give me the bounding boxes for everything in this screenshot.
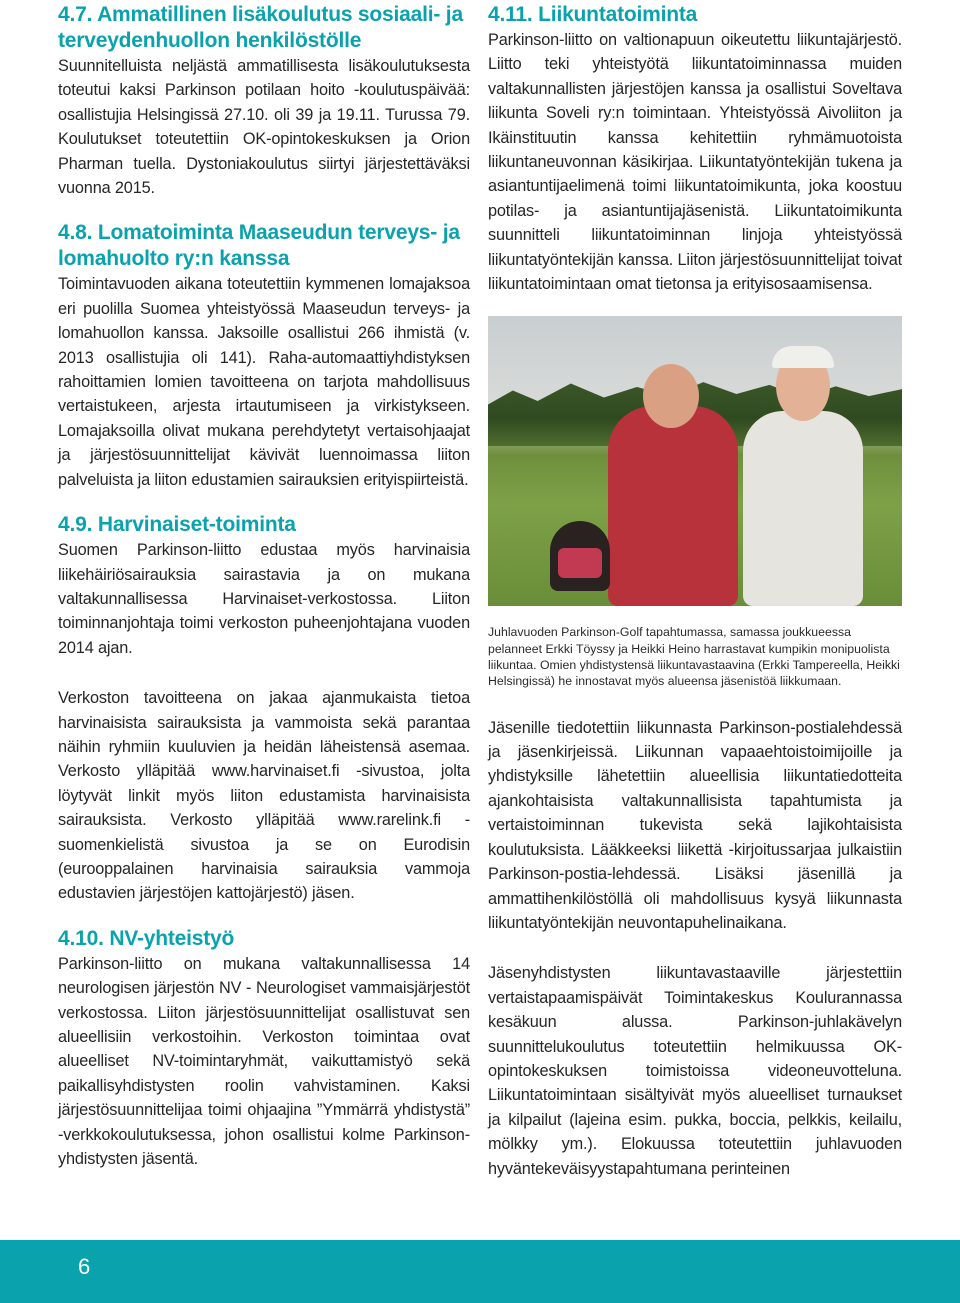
photo-caption: Juhlavuoden Parkinson-Golf tapahtumassa, samassa joukkueessa pelanneet Erkki Töyssy ja Heikki Heino harrastavat kumpikin monipuolista liikuntaa. Omien yhdistystensä liikuntavastaavina (Erkki Tampereella, Heikki Helsingissä) he innostavat myös alueensa jäsenistöä liikkumaan. (488, 625, 900, 689)
section-4-10-body: Parkinson-liitto on mukana valtakunnallisessa 14 neurologisen järjestön NV - Neurologiset vammaisjärjestöt verkostossa. Liiton järjestösuunnittelijat osallistuvat sen alueellisiin verkostoihin. Verkoston toimintaa ovat alueelliset NV-toimintaryhmät, vaikuttamistyö sekä paikallisyhdistysten roolin vahvistaminen. Kaksi järjestösuunnittelijaa toimi ohjaajina ”Ymmärrä yhdistystä” -verkkokoulutuksessa, johon osallistui kolme Parkinson-yhdistysten jäsentä. (58, 954, 470, 1169)
section-4-8-body: Toimintavuoden aikana toteutettiin kymmenen lomajaksoa eri puolilla Suomea yhteistyössä Maaseudun terveys- ja lomahuollon kanssa. Jaksoille osallistui 266 ihmistä (v. 2013 osallistujia oli 141). Raha-automaattiyhdistyksen rahoittamien lomien tavoitteena on tarjota mahdollisuus vertaistukeen, arjesta irtautumiseen ja virkistykseen. Lomajaksoilla olivat mukana perehdytetyt vertaisohjaajat ja järjestösuunnittelijat kävivät luennoimassa liiton palveluista ja liiton edustamien sairauksien erityispiirteistä. (58, 275, 470, 489)
section-4-11-body: Parkinson-liitto on valtionapuun oikeutettu liikuntajärjestö. Liitto teki yhteistyötä liikuntatoiminnassa muiden valtakunnallisten järjestöjen kanssa ja osallistui Soveltava liikunta Soveli ry:n toimintaan. Yhteistyössä Aivoliiton ja Ikäinstituutin kanssa kehitettiin ryhmämuotoista liikuntaneuvonnan käsikirjaa. Liikuntatyöntekijän tukena ja asiantuntijaelimenä toimi liikuntatoimikunta, joka koostuu potilas- ja asiantuntijajäsenistä. Liikuntatoimikunta suunnitteli liikuntatoiminnan linjoja yhteistyössä liikuntatyöntekijän kanssa. Liiton järjestösuunnittelijat toivat liikuntatoimintaan omat tietonsa ja erityisosaamisensa. (488, 31, 902, 294)
section-4-7-body: Suunnitelluista neljästä ammatillisesta lisäkoulutuksesta toteutui kaksi Parkinson potilaan hoito -koulutuspäivää: osallistujia Helsingissä 27.10. oli 39 ja 19.11. Turussa 79. Koulutukset toteutettiin OK-opintokeskuksen ja Orion Pharman tuella. Dystoniakoulutus siirtyi järjestettäväksi vuonna 2015. (58, 57, 470, 198)
section-4-9-body-2: Verkoston tavoitteena on jakaa ajanmukaista tietoa harvinaisista sairauksista ja vammoista sekä parantaa näihin ryhmiin kuuluvien ja heidän läheistensä asemaa. Verkosto ylläpitää www.harvinaiset.fi -sivustoa, jolta löytyvät linkit myös liiton edustamista harvinaisista sairauksista. Verkosto ylläpitää www.rarelink.fi -suomenkielistä sivustoa ja se on Eurodisin (eurooppalainen harvinaisia sairauksia vammoja edustavien järjestöjen kattojärjestö) jäsen. (58, 689, 470, 903)
section-4-11-title: 4.11. Liikuntatoiminta (488, 3, 698, 26)
photo-person-white-jacket (743, 411, 863, 606)
left-column (58, 2, 470, 1171)
photo-person-red-shirt (608, 406, 738, 606)
section-4-7-title: 4.7. Ammatillinen lisäkoulutus sosiaali- ja terveydenhuollon henkilöstölle (58, 3, 463, 52)
section-4-9-title: 4.9. Harvinaiset-toiminta (58, 513, 296, 537)
section-4-11-body-3: Jäsenyhdistysten liikuntavastaaville järjestettiin vertaistapaamispäivät Toimintakeskus Koulurannassa kesäkuun alussa. Parkinson-juhlakävelyn suunnittelukoulutus toteutettiin helmikuussa OK-opintokeskuksen toimistoissa videoneuvotteluna. Liikuntatoimintaan sisältyivät myös alueelliset turnaukset ja kilpailut (lajeina esim. pukka, boccia, pelkkis, keilailu, mölkky ym.). Elokuussa toteutettiin juhlavuoden hyväntekeväisyystapahtumana perinteinen (488, 964, 902, 1178)
photo-cap (772, 346, 834, 368)
section-4-10-title: 4.10. NV-yhteistyö (58, 926, 235, 950)
page-number: 6 (78, 1254, 91, 1279)
right-column (488, 2, 902, 1181)
section-4-9-body-1: Suomen Parkinson-liitto edustaa myös harvinaisia liikehäiriösairauksia sairastavia ja on mukana valtakunnallisessa Harvinaiset-verkostossa. Liiton toiminnanjohtaja toimi verkoston puheenjohtajana vuoden 2014 ajan. (58, 541, 470, 657)
footer-bar (0, 1240, 960, 1303)
section-4-8-title: 4.8. Lomatoiminta Maaseudun terveys- ja lomahuolto ry:n kanssa (58, 221, 460, 271)
photo-person-head (643, 364, 699, 428)
photo-dog-vest (558, 548, 602, 578)
section-4-11-body-2: Jäsenille tiedotettiin liikunnasta Parkinson-postialehdessä ja jäsenkirjeissä. Liikunnan vapaaehtoistoimijoille ja yhdistyksille lähetettiin alueellisia liikuntatiedotteita ajankohtaisista valtakunnallisista tapahtumista ja vertaistoiminnan tukevista sekä lajikohtaisista koulutuksista. Lääkkeeksi liikettä -kirjoitussarjaa julkaistiin Parkinson-postia-lehdessä. Lisäksi jäsenillä ja ammattihenkilöstöllä oli mahdollisuus kysyä liikunnasta liikuntatyöntekijän neuvontapuhelinaikana. (488, 718, 902, 932)
golf-event-photo (488, 316, 902, 606)
